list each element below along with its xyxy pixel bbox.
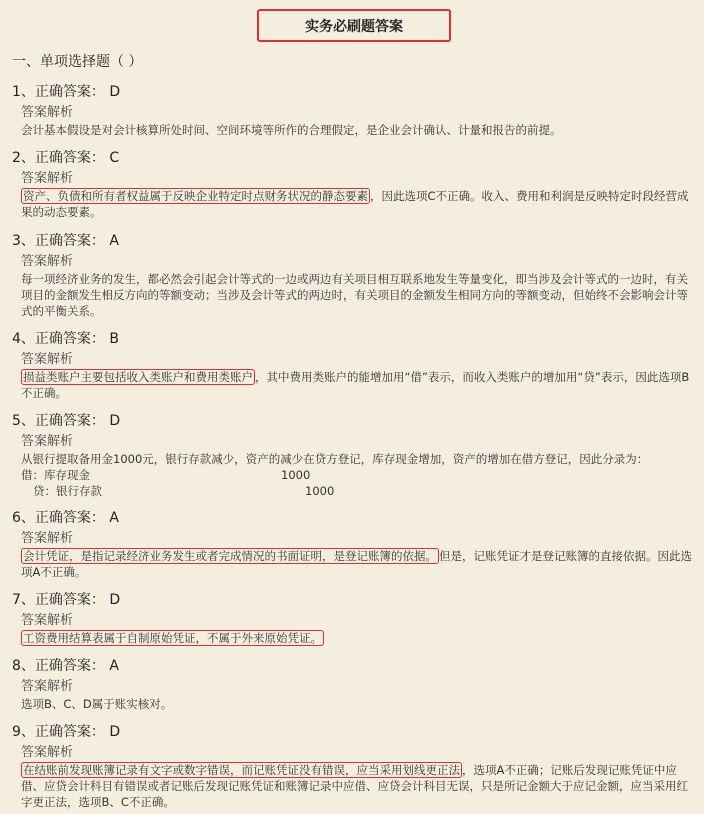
explanation-rest: 会计基本假设是对会计核算所处时间、空间环境等所作的合理假定，是企业会计确认、计量和报告的前提。 <box>21 123 562 137</box>
explanation-label: 答案解析 <box>21 171 74 186</box>
explanation-label: 答案解析 <box>21 352 74 367</box>
answer-line: 8、正确答案： A <box>12 658 119 674</box>
page-title: 实务必刷题答案 <box>257 9 451 42</box>
section-heading: 一、单项选择题（ ） <box>12 54 143 70</box>
explanation-label: 答案解析 <box>21 679 74 694</box>
answer-line: 7、正确答案： D <box>12 592 121 608</box>
question-7 <box>12 590 692 646</box>
question-5 <box>12 411 692 499</box>
explanation-rest: 但是，记账凭证才是登记账簿的直接依据。因此选项A不正确。 <box>21 549 692 579</box>
answer-line: 9、正确答案： D <box>12 724 121 740</box>
explanation-label: 答案解析 <box>21 434 74 449</box>
answer-line: 6、正确答案： A <box>12 510 119 526</box>
journal-entry-debit <box>21 467 692 483</box>
answer-line: 2、正确答案： C <box>12 150 120 166</box>
answer-line: 1、正确答案： D <box>12 84 121 100</box>
entry-amount: 1000 <box>281 468 311 482</box>
entry-amount: 1000 <box>305 484 335 498</box>
explanation-label: 答案解析 <box>21 531 74 546</box>
explanation-text <box>21 188 692 220</box>
explanation-label: 答案解析 <box>21 105 74 120</box>
explanation-text <box>21 762 692 810</box>
answer-line: 3、正确答案： A <box>12 233 119 249</box>
entry-account: 贷：银行存款 <box>33 484 102 498</box>
highlighted-text: 会计凭证，是指记录经济业务发生或者完成情况的书面证明，是登记账簿的依据。 <box>23 549 437 563</box>
explanation-rest: ，选项A不正确；记账后发现记账凭证中应借、应贷会计科目有错误或者记账后发现记账凭证和账簿记录中应借、应贷会计科目无误，只是所记金额大于应记金额，应当采用红字更正法，选项B、C不正确。 <box>21 763 688 809</box>
explanation-rest: 每一项经济业务的发生，都必然会引起会计等式的一边或两边有关项目相互联系地发生等量变化，即当涉及会计等式的一边时，有关项目的金额发生相反方向的等额变动；当涉及会计等式的两边时，有关项目的金额发生相同方向的等额变动，但始终不会影响会计等式的平衡关系。 <box>21 272 688 318</box>
explanation-rest: 选项B、C、D属于账实核对。 <box>21 697 173 711</box>
explanation-label: 答案解析 <box>21 745 74 760</box>
question-4 <box>12 329 692 401</box>
explanation-text <box>21 548 692 580</box>
question-1 <box>12 82 692 138</box>
explanation-rest: ，其中费用类账户的能增加用“借”表示，而收入类账户的增加用“贷”表示，因此选项B不正确。 <box>21 370 690 400</box>
explanation-label: 答案解析 <box>21 613 74 628</box>
explanation-text <box>21 451 692 467</box>
question-9 <box>12 722 692 810</box>
explanation-label: 答案解析 <box>21 254 74 269</box>
question-2 <box>12 148 692 220</box>
explanation-rest: 从银行提取备用金1000元，银行存款减少，资产的减少在贷方登记，库存现金增加，资产的增加在借方登记，因此分录为： <box>21 452 649 466</box>
explanation-rest: ，因此选项C不正确。收入、费用和利润是反映特定时段经营成果的动态要素。 <box>21 189 689 219</box>
highlighted-text: 资产、负债和所有者权益属于反映企业特定时点财务状况的静态要素 <box>23 189 368 203</box>
highlighted-text: 工资费用结算表属于自制原始凭证，不属于外来原始凭证。 <box>23 631 322 645</box>
explanation-text <box>21 122 692 138</box>
highlighted-text: 损益类账户主要包括收入类账户和费用类账户 <box>23 370 253 384</box>
explanation-text <box>21 271 692 319</box>
journal-entry-credit <box>21 483 692 499</box>
answer-line: 5、正确答案： D <box>12 413 121 429</box>
question-3 <box>12 231 692 319</box>
question-8 <box>12 656 692 712</box>
explanation-text <box>21 696 692 712</box>
answer-line: 4、正确答案： B <box>12 331 119 347</box>
explanation-text <box>21 630 692 646</box>
entry-account: 借：库存现金 <box>21 468 90 482</box>
highlighted-text: 在结账前发现账簿记录有文字或数字错误，而记账凭证没有错误，应当采用划线更正法 <box>23 763 460 777</box>
explanation-text <box>21 369 692 401</box>
question-6 <box>12 508 692 580</box>
